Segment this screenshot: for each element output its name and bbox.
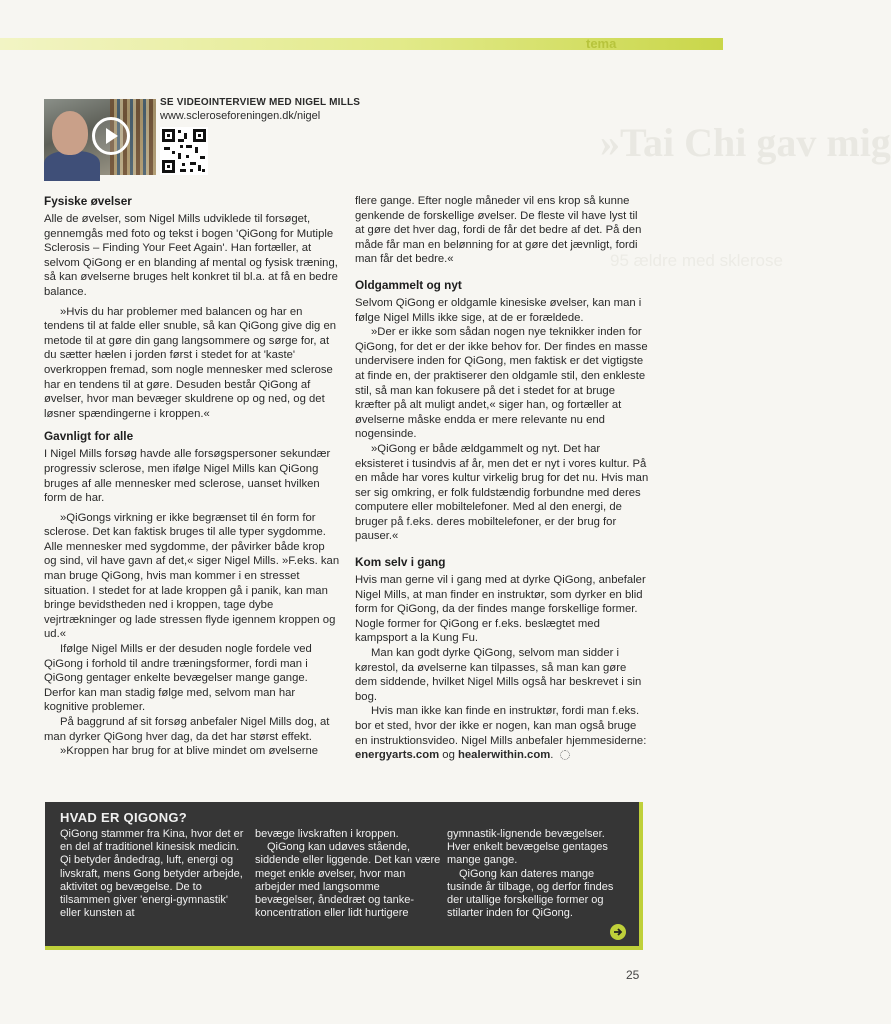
left-column	[44, 194, 340, 759]
link-separator: og	[442, 749, 455, 762]
paragraph: På baggrund af sit forsøg anbefaler Nigel Mills dog, at man dyrker QiGong hver dag, da det har størst effekt.	[44, 716, 330, 743]
section-heading-oldgammelt-og-nyt: Oldgammelt og nyt	[355, 277, 462, 292]
video-url-link[interactable]: www.scleroseforeningen.dk/nigel	[160, 110, 321, 122]
info-box-column-3	[447, 828, 631, 920]
info-paragraph: QiGong stammer fra Kina, hvor det er en del af traditionel kinesisk medicin. Qi betyder åndedrag, luft, energi og livskraft, mens Gong betyder arbejde, aktivitet og bevægelse. De to tilsammen giver 'energi-gymnastik' eller kunsten at	[60, 828, 244, 920]
paragraph: Alle de øvelser, som Nigel Mills udviklede til forsøget, gennemgås med foto og tekst i bogen 'QiGong for Mutiple Sclerosis – Finding Your Feet Again'. Han fortæller, at selvom QiGong er en blanding af mental og fysisk træning, så kan øvelserne bruges helt konkret til bl.a. at få en bedre balance.	[44, 213, 338, 298]
paragraph: »QiGong er både ældgammelt og nyt. Det har eksisteret i tusindvis af år, men det er nyt i vores kultur. På en måde har vores kultur virkelig brug for det nu. Hvis man ser sig omkring, er folk fuldstændig forbundne med deres computere eller mobiltelefoner. Med al den energi, de bruger på f.eks. deres mobiltelefoner, er der brug for pauser.«	[355, 442, 649, 543]
paragraph: »Kroppen har brug for at blive mindet om øvelserne	[60, 745, 319, 758]
paragraph: »QiGongs virkning er ikke begrænset til én form for sclerose. Det kan faktisk bruges til alle typer sygdomme. Alle mennesker med sygdomme, der påvirker både krop og sind, vil have gavn af det,« siger Nigel Mills. »F.eks. kan man bruge QiGong, hvis man kommer i en stresset situation. I stedet for at lade kroppen gå i panik, kan man bringe bevidstheden ned i kroppen, tage dybe vejrtrækninger og lade stressen flyde igennem kroppen og ud.«	[44, 511, 340, 641]
person-shirt-image	[44, 151, 100, 181]
info-paragraph: bevæge livskraften i kroppen.	[255, 828, 399, 840]
paragraph: Hvis man gerne vil i gang med at dyrke QiGong, anbefaler Nigel Mills, at man finder en instruktør, som dyrker en blid form for QiGong, da der findes mange forskellige former. Nogle former for QiGong er f.eks. beslægtet med kampsport a la Kung Fu.	[355, 574, 646, 645]
section-heading-fysiske-ovelser: Fysiske øvelser	[44, 194, 132, 208]
info-paragraph: gymnastik-lignende bevægelser. Hver enkelt bevægelse gentages mange gange.	[447, 828, 608, 867]
paragraph: Selvom QiGong er oldgamle kinesiske øvelser, kan man i følge Nigel Mills ikke sige, at de er forældede.	[355, 296, 642, 324]
paragraph: Ifølge Nigel Mills er der desuden nogle fordele ved QiGong i forhold til andre træningsformer, fordi man i QiGong gentager enkelte bevægelser mange gange. Derfor kan man stadig følge med, selvom man har kognitive problemer.	[44, 643, 312, 714]
video-interview-title: SE VIDEOINTERVIEW MED NIGEL MILLS	[160, 97, 361, 108]
info-box-hvad-er-qigong	[45, 802, 643, 950]
link-energyarts[interactable]: energyarts.com	[355, 749, 440, 762]
paragraph-text: Hvis man ikke kan finde en instruktør, fordi man f.eks. bor et sted, hvor der ikke er nogen, kan man også bruge en instruktionsvideo. Nigel Mills anbefaler hjemmesiderne:	[355, 705, 647, 747]
paragraph: I Nigel Mills forsøg havde alle forsøgspersoner sekundær progressiv sclerose, men ifølge Nigel Mills kan QiGong bruges af alle mennesker med sclerose, uanset hvilken form de har.	[44, 448, 331, 505]
section-heading-gavnligt-for-alle: Gavnligt for alle	[44, 429, 134, 444]
section-tag: tema	[586, 36, 617, 51]
info-paragraph: QiGong kan dateres mange tusinde år tilbage, og derfor findes der utallige forskellige former og stilarter inden for QiGong.	[447, 867, 614, 920]
paragraph: »Hvis du har problemer med balancen og har en tendens til at falde eller snuble, så kan QiGong give dig en metode til at gøre din gang langsommere og sørge for, at du sætter hælen i jorden først i stedet for at 'kaste' overkroppen fremad, som nogle mennesker med sclerose har en tendens til at gøre. Desuden består QiGong af øvelser, hvor man bevæger skuldrene op og ned, og det løsner spændingerne i kroppen.«	[44, 305, 337, 420]
paragraph	[355, 704, 650, 762]
link-healerwithin[interactable]: healerwithin.com	[458, 749, 551, 762]
qr-code-icon[interactable]	[160, 127, 208, 175]
info-box-title: HVAD ER QIGONG?	[60, 810, 188, 825]
right-column	[355, 194, 650, 763]
section-heading-kom-selv-i-gang: Kom selv i gang	[355, 555, 446, 570]
bleed-through-title: »Tai Chi gav mig	[600, 120, 891, 165]
info-paragraph: QiGong kan udøves stående, siddende eller liggende. Det kan være meget enkle øvelser, hvor man arbejder med langsomme bevægelser, åndedræt og tanke-koncentration eller lidt hurtigere	[255, 841, 441, 920]
play-icon[interactable]	[92, 117, 130, 155]
page-number: 25	[626, 968, 640, 982]
paragraph: »Der er ikke som sådan nogen nye teknikker inden for QiGong, for det er der ikke behov for. Der findes en masse undervisere inden for QiGong, men faktisk er det vigtigste at finde en, der praktiserer den oldgamle stil, den enkleste stil, så man kan fokusere på det i stedet for at bruge kræfter på alt muligt andet,« siger han, og fortæller at øvelserne måske endda er mere relevante nu end nogensinde.	[355, 326, 648, 441]
paragraph: Man kan godt dyrke QiGong, selvom man sidder i kørestol, da øvelserne kan tilpasses, så man kan gøre dem siddende, hvilket Nigel Mills også har beskrevet i sin bog.	[355, 647, 642, 703]
arrow-right-icon[interactable]	[610, 924, 626, 940]
end-mark-icon	[560, 750, 570, 760]
paragraph: flere gange. Efter nogle måneder vil ens krop så kunne genkende de forskellige øvelser. De fleste vil have lyst til at gøre det hver dag, fordi de får det bedre af det. På den måde får man en belønning for at gøre det jævnligt, fordi man får det bedre.«	[355, 195, 642, 266]
sentence-end: .	[550, 749, 554, 762]
person-head-image	[52, 111, 88, 155]
info-box-column-1	[60, 828, 246, 920]
video-thumbnail[interactable]	[44, 99, 156, 175]
info-box-column-2	[255, 828, 441, 920]
bleed-through-subtitle: 95 ældre med sklerose	[610, 251, 783, 270]
